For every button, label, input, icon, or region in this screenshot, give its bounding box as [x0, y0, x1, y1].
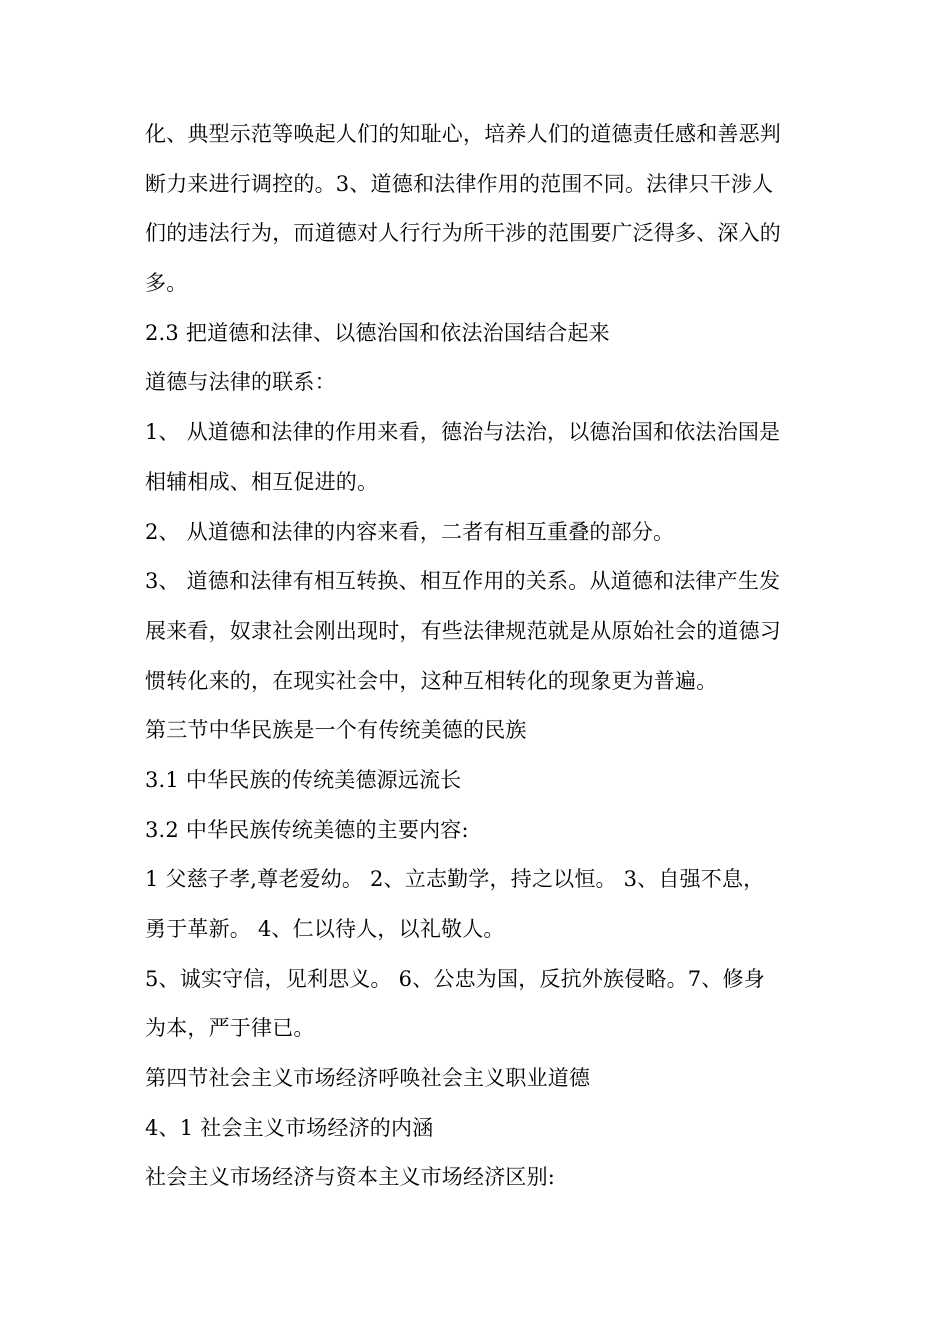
list-item-3: 3、 道德和法律有相互转换、相互作用的关系。从道德和法律产生发: [145, 569, 781, 594]
list-item-1: 1、 从道德和法律的作用来看，德治与法治，以德治国和依法治国是: [145, 420, 781, 445]
section-heading-4-1: 4、1 社会主义市场经济的内涵: [145, 1115, 434, 1140]
text-line: 惯转化来的，在现实社会中，这种互相转化的现象更为普遍。: [145, 668, 718, 693]
text-line: 相辅相成、相互促进的。: [145, 469, 379, 494]
section-heading-4: 第四节社会主义市场经济呼唤社会主义职业道德: [145, 1066, 591, 1091]
list-item-2: 2、 从道德和法律的内容来看，二者有相互重叠的部分。: [145, 519, 675, 544]
section-heading-3-1: 3.1 中华民族的传统美德源远流长: [145, 767, 462, 792]
text-line: 多。: [145, 271, 188, 296]
text-line: 勇于革新。 4、仁以待人，以礼敬人。: [145, 917, 505, 941]
text-line: 们的违法行为，而道德对人行行为所干涉的范围要广泛得多、深入的: [145, 221, 781, 246]
text-line: 化、典型示范等唤起人们的知耻心，培养人们的道德责任感和善恶判: [145, 122, 781, 146]
section-heading-3: 第三节中华民族是一个有传统美德的民族: [145, 718, 527, 743]
text-line: 断力来进行调控的。3、道德和法律作用的范围不同。法律只干涉人: [145, 171, 774, 196]
text-line: 展来看，奴隶社会刚出现时，有些法律规范就是从原始社会的道德习: [145, 618, 781, 643]
text-line: 5、诚实守信，见利思义。 6、公忠为国，反抗外族侵略。7、修身: [145, 966, 765, 991]
text-line: 为本，严于律已。: [145, 1016, 315, 1041]
text-line: 1 父慈子孝,尊老爱幼。 2、立志勤学，持之以恒。 3、自强不息，: [145, 867, 765, 892]
section-heading-3-2: 3.2 中华民族传统美德的主要内容:: [145, 817, 469, 842]
document-body: [145, 110, 810, 1203]
text-line: 道德与法律的联系：: [145, 370, 336, 395]
text-line: 社会主义市场经济与资本主义市场经济区别:: [145, 1165, 556, 1190]
section-heading-2-3: 2.3 把道德和法律、以德治国和依法治国结合起来: [145, 320, 610, 345]
